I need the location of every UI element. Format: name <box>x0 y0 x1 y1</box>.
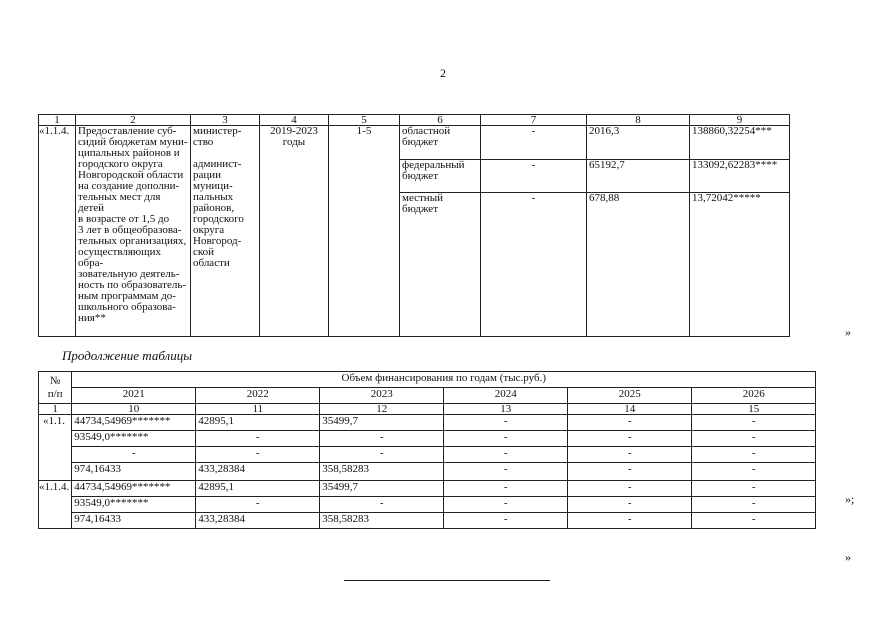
table-row <box>39 513 816 529</box>
cell-value: 133092,62283**** <box>690 159 790 193</box>
cell-value: - <box>481 126 587 160</box>
closing-quote: » <box>845 325 851 339</box>
col-number: 12 <box>320 404 444 415</box>
cell-value: 2016,3 <box>587 126 690 160</box>
item-executor: министер- ство админист- рации муници- пальных районов, городского округа Новгород- ской области <box>191 126 260 337</box>
cell-value: - <box>444 481 568 497</box>
cell-value: - <box>444 463 568 481</box>
cell-value: 138860,32254*** <box>690 126 790 160</box>
cell-value: - <box>692 497 816 513</box>
col-header: 5 <box>329 115 400 126</box>
cell-value: - <box>196 447 320 463</box>
col-number: 11 <box>196 404 320 415</box>
cell-value: 974,16433 <box>72 513 196 529</box>
cell-value: - <box>320 447 444 463</box>
cell-value: - <box>692 463 816 481</box>
item-number: «1.1.4. <box>39 481 72 529</box>
col-header: 1 <box>39 115 76 126</box>
cell-value: - <box>481 159 587 193</box>
continuation-title: Продолжение таблицы <box>62 348 193 363</box>
item-number: «1.1. <box>39 415 72 481</box>
col-header: 9 <box>690 115 790 126</box>
table-row <box>39 481 816 497</box>
cell-value: - <box>444 431 568 447</box>
year-header: 2022 <box>196 388 320 404</box>
cell-value: - <box>481 193 587 337</box>
cell-value: - <box>568 481 692 497</box>
cell-value: - <box>568 497 692 513</box>
item-period: 2019-2023 годы <box>260 126 329 337</box>
column-number-row <box>39 115 790 126</box>
cell-value: - <box>196 431 320 447</box>
year-header: 2023 <box>320 388 444 404</box>
cell-value: - <box>444 513 568 529</box>
cell-value: 433,28384 <box>196 463 320 481</box>
table-row <box>39 447 816 463</box>
cell-value: 35499,7 <box>320 415 444 431</box>
year-header: 2021 <box>72 388 196 404</box>
cell-value: 44734,54969******* <box>72 481 196 497</box>
item-description: Предоставление суб- сидий бюджетам муни- ципальных районов и городского округа Новгородской области на создание дополни- тельных мест для детей в возрасте от 1,5 до 3 лет в общеобразова- тельных организациях, осуществляющих обра- зовательную деятель- ность по образователь- ным программам до- школьного образова- ния** <box>76 126 191 337</box>
cell-value: - <box>568 463 692 481</box>
header-row <box>39 372 816 388</box>
cell-value: - <box>692 447 816 463</box>
cell-value: 433,28384 <box>196 513 320 529</box>
col-number: 10 <box>72 404 196 415</box>
cell-value: 44734,54969******* <box>72 415 196 431</box>
item-number: «1.1.4. <box>39 126 76 337</box>
col-header: 8 <box>587 115 690 126</box>
cell-value: 358,58283 <box>320 463 444 481</box>
cell-value: - <box>568 431 692 447</box>
col-number: 14 <box>568 404 692 415</box>
cell-value: 35499,7 <box>320 481 444 497</box>
program-table-top <box>38 114 790 337</box>
years-row <box>39 388 816 404</box>
col-header: 6 <box>400 115 481 126</box>
col-number: 1 <box>39 404 72 415</box>
funding-header: Объем финансирования по годам (тыс.руб.) <box>72 372 816 388</box>
cell-value: - <box>692 431 816 447</box>
cell-value: 42895,1 <box>196 481 320 497</box>
year-header: 2024 <box>444 388 568 404</box>
page-number: 2 <box>440 66 446 80</box>
year-header: 2026 <box>692 388 816 404</box>
cell-value: 65192,7 <box>587 159 690 193</box>
funding-source: областной бюджет <box>400 126 481 160</box>
col-header: 7 <box>481 115 587 126</box>
table-row <box>39 497 816 513</box>
col-header: 4 <box>260 115 329 126</box>
cell-value: - <box>196 497 320 513</box>
footnote-divider <box>344 580 550 581</box>
cell-value: 93549,0******* <box>72 497 196 513</box>
cell-value: - <box>568 513 692 529</box>
cell-value: - <box>692 513 816 529</box>
funding-source: федеральный бюджет <box>400 159 481 193</box>
col-header: 2 <box>76 115 191 126</box>
cell-value: - <box>568 447 692 463</box>
closing-quote: » <box>845 550 851 564</box>
table-row <box>39 415 816 431</box>
cell-value: 93549,0******* <box>72 431 196 447</box>
cell-value: - <box>444 447 568 463</box>
col-number: 15 <box>692 404 816 415</box>
cell-value: - <box>692 481 816 497</box>
table-row <box>39 126 790 160</box>
cell-value: - <box>692 415 816 431</box>
cell-value: 42895,1 <box>196 415 320 431</box>
table-row <box>39 431 816 447</box>
column-number-row <box>39 404 816 415</box>
cell-value: - <box>72 447 196 463</box>
funding-table <box>38 371 816 529</box>
col-number: 13 <box>444 404 568 415</box>
cell-value: 974,16433 <box>72 463 196 481</box>
funding-source: местный бюджет <box>400 193 481 337</box>
cell-value: - <box>568 415 692 431</box>
cell-value: 678,88 <box>587 193 690 337</box>
cell-value: 358,58283 <box>320 513 444 529</box>
table-row <box>39 463 816 481</box>
closing-quote: »; <box>845 492 855 506</box>
cell-value: - <box>320 431 444 447</box>
cell-value: 13,72042***** <box>690 193 790 337</box>
item-target: 1-5 <box>329 126 400 337</box>
year-header: 2025 <box>568 388 692 404</box>
col-header: 3 <box>191 115 260 126</box>
cell-value: - <box>444 415 568 431</box>
cell-value: - <box>320 497 444 513</box>
num-header: № п/п <box>39 372 72 404</box>
cell-value: - <box>444 497 568 513</box>
